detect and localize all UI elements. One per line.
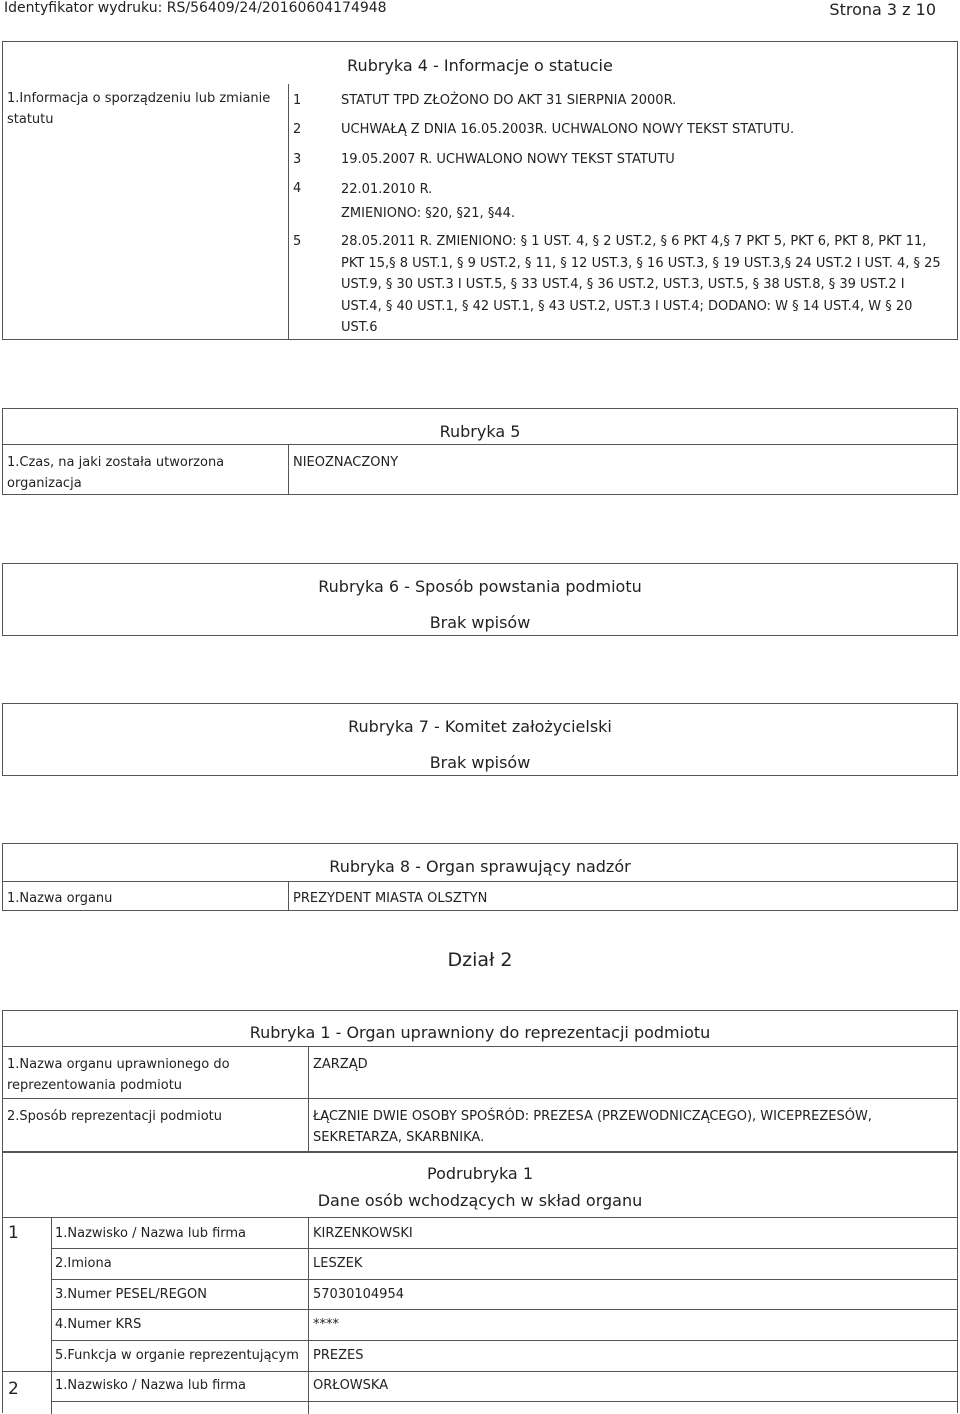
statute-row-text: 28.05.2011 R. ZMIENIONO: § 1 UST. 4, § 2 UST.2, § 6 PKT 4,§ 7 PKT 5, PKT 6, PKT 8, PKT 11, PKT 15,§ 8 UST.1, § 9 UST.2, § 11, § 12 UST.3, § 16 UST.3, § 19 UST.3,§ 24 UST.2 I UST. 4, § 25 UST.9, § 30 UST.3 I UST.5, § 33 UST.4, § 36 UST.2, UST.3, UST.5, § 38 UST.8, § 39 UST.2 I UST.4, § 40 UST.1, § 42 UST.1, § 43 UST.2, UST.3 I UST.4; DODANO: W § 14 UST.4, W § 20 UST.6 <box>341 234 941 335</box>
supervisor-label: 1.Nazwa organu <box>7 891 113 906</box>
rubryka-7-empty: Brak wpisów <box>429 753 531 772</box>
podrubryka-1-title: Podrubryka 1 <box>427 1164 533 1183</box>
section-heading: Dział 2 <box>447 949 513 971</box>
person-field-label: 1.Nazwisko / Nazwa lub firma <box>55 1226 247 1241</box>
statute-row-text: STATUT TPD ZŁOŻONO DO AKT 31 SIERPNIA 2000R. <box>341 93 677 108</box>
rubryka-8-section <box>2 843 958 911</box>
rubryka-1-title: Rubryka 1 - Organ uprawniony do reprezentacji podmiotu <box>249 1023 711 1042</box>
podrubryka-1-section <box>2 1152 958 1413</box>
print-identifier: Identyfikator wydruku: RS/56409/24/20160604174948 <box>4 0 387 16</box>
rubryka-1-section <box>2 1010 958 1152</box>
supervisor-value: PREZYDENT MIASTA OLSZTYN <box>293 891 488 906</box>
person-field-value: LESZEK <box>313 1256 363 1271</box>
rubryka-4-label: 1.Informacja o sporządzeniu lub zmianie statutu <box>7 91 271 127</box>
person-field-value: **** <box>313 1317 339 1332</box>
statute-row-no: 4 <box>293 181 302 196</box>
person-field-label: 4.Numer KRS <box>55 1317 142 1332</box>
statute-row-no: 5 <box>293 234 302 249</box>
person-number: 2 <box>8 1379 19 1399</box>
person-field-label: 2.Imiona <box>55 1256 112 1271</box>
organ-name-label: 1.Nazwa organu uprawnionego do reprezentowania podmiotu <box>7 1057 230 1093</box>
statute-row-text: 22.01.2010 R. ZMIENIONO: §20, §21, §44. <box>341 182 515 221</box>
person-number: 1 <box>8 1223 19 1243</box>
page-number: Strona 3 z 10 <box>829 0 936 19</box>
rubryka-7-title: Rubryka 7 - Komitet założycielski <box>348 717 612 736</box>
rubryka-5-title: Rubryka 5 <box>439 422 521 441</box>
statute-row-no: 3 <box>293 152 302 167</box>
rubryka-6-empty: Brak wpisów <box>429 613 531 632</box>
statute-row-text: 19.05.2007 R. UCHWALONO NOWY TEKST STATUTU <box>341 152 675 167</box>
person-field-value: ORŁOWSKA <box>313 1378 389 1393</box>
representation-label: 2.Sposób reprezentacji podmiotu <box>7 1109 222 1124</box>
person-field-value: KIRZENKOWSKI <box>313 1226 413 1241</box>
person-field-label: 1.Nazwisko / Nazwa lub firma <box>55 1378 247 1393</box>
podrubryka-1-subtitle: Dane osób wchodzących w skład organu <box>317 1191 643 1210</box>
rubryka-4-title: Rubryka 4 - Informacje o statucie <box>347 56 613 75</box>
rubryka-5-section <box>2 408 958 495</box>
statute-row-no: 1 <box>293 93 302 108</box>
rubryka-4-section <box>2 41 958 340</box>
statute-row-no: 2 <box>293 122 302 137</box>
person-field-value: 57030104954 <box>313 1287 404 1302</box>
rubryka-6-title: Rubryka 6 - Sposób powstania podmiotu <box>318 577 642 596</box>
person-field-value: PREZES <box>313 1348 364 1363</box>
person-field-label: 3.Numer PESEL/REGON <box>55 1287 207 1302</box>
rubryka-7-section <box>2 703 958 776</box>
duration-label: 1.Czas, na jaki została utworzona organizacja <box>7 455 225 491</box>
representation-value: ŁĄCZNIE DWIE OSOBY SPOŚRÓD: PREZESA (PRZEWODNICZĄCEGO), WICEPREZESÓW, SEKRETARZA, SKARBNIKA. <box>313 1109 872 1145</box>
person-field-label: 5.Funkcja w organie reprezentującym <box>55 1348 299 1363</box>
rubryka-6-section <box>2 563 958 636</box>
rubryka-8-title: Rubryka 8 - Organ sprawujący nadzór <box>329 857 631 876</box>
statute-row-text: UCHWAŁĄ Z DNIA 16.05.2003R. UCHWALONO NOWY TEKST STATUTU. <box>341 122 795 137</box>
organ-name-value: ZARZĄD <box>313 1057 368 1072</box>
duration-value: NIEOZNACZONY <box>293 455 399 470</box>
